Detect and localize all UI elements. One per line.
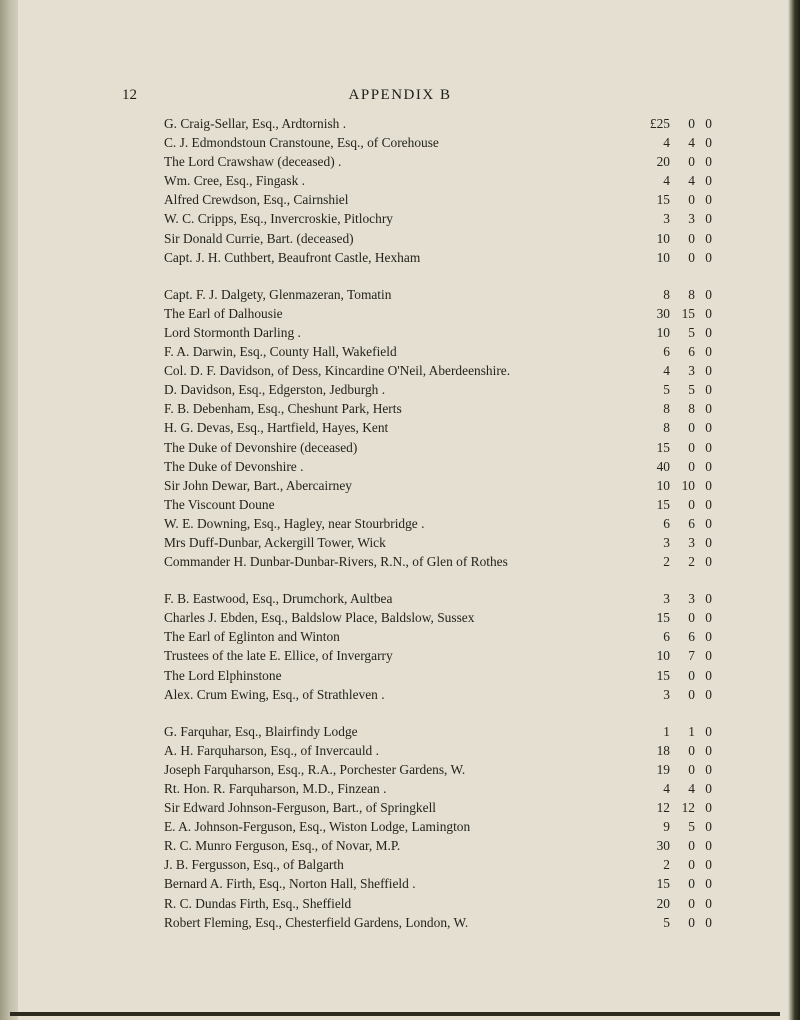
amount-pounds: 19: [656, 761, 670, 777]
amount-shillings: 0: [688, 857, 695, 873]
amount-pence: 0: [705, 401, 712, 417]
amount-shillings: 0: [688, 876, 695, 892]
amount-shillings: 0: [688, 249, 695, 265]
subscriber-row: [164, 495, 712, 514]
amount-pence: 0: [705, 800, 712, 816]
subscriber-name: The Lord Crawshaw (deceased) .: [164, 154, 342, 170]
amount-pounds: 2: [663, 857, 670, 873]
amount-shillings: 0: [688, 761, 695, 777]
amount-pounds: 10: [656, 648, 670, 664]
amount-pounds: 10: [656, 477, 670, 493]
subscriber-row: [164, 476, 712, 495]
amount-shillings: 0: [688, 439, 695, 455]
amount-shillings: 0: [688, 895, 695, 911]
amount-pounds: 3: [663, 211, 670, 227]
subscriber-row: [164, 171, 712, 190]
subscriber-row: [164, 229, 712, 248]
subscriber-row: [164, 342, 712, 361]
amount-pence: 0: [705, 344, 712, 360]
amount-pounds: 15: [656, 610, 670, 626]
amount-pence: 0: [705, 876, 712, 892]
amount-pence: 0: [705, 686, 712, 702]
subscriber-name: Robert Fleming, Esq., Chesterfield Gardens, London, W.: [164, 914, 469, 930]
amount-pence: 0: [705, 515, 712, 531]
subscriber-name: C. J. Edmondstoun Cranstoune, Esq., of Corehouse: [164, 135, 439, 151]
page-header: [0, 87, 800, 109]
subscriber-name: Charles J. Ebden, Esq., Baldslow Place, Baldslow, Sussex: [164, 610, 475, 626]
amount-pence: 0: [705, 458, 712, 474]
subscriber-name: W. E. Downing, Esq., Hagley, near Stourbridge .: [164, 515, 425, 531]
amount-shillings: 3: [688, 591, 695, 607]
amount-pounds: £25: [649, 116, 670, 131]
amount-shillings: 4: [688, 173, 695, 189]
subscriber-group: [164, 722, 712, 932]
amount-pounds: 20: [656, 154, 670, 170]
amount-pounds: 1: [663, 723, 670, 739]
amount-pounds: 15: [656, 496, 670, 512]
amount-pence: 0: [705, 382, 712, 398]
subscriber-row: [164, 114, 712, 133]
subscriber-name: The Duke of Devonshire (deceased): [164, 439, 358, 455]
amount-pence: 0: [705, 629, 712, 645]
subscriber-row: [164, 285, 712, 304]
subscriber-row: [164, 248, 712, 267]
amount-shillings: 3: [688, 534, 695, 550]
amount-shillings: 8: [688, 286, 695, 302]
subscriber-name: F. A. Darwin, Esq., County Hall, Wakefield: [164, 344, 397, 360]
amount-shillings: 3: [688, 211, 695, 227]
amount-pounds: 8: [663, 420, 670, 436]
amount-pence: 0: [705, 761, 712, 777]
amount-pence: 0: [705, 324, 712, 340]
subscriber-row: [164, 418, 712, 437]
amount-shillings: 0: [688, 154, 695, 170]
subscriber-group: [164, 589, 712, 704]
amount-pence: 0: [705, 723, 712, 739]
amount-pence: 0: [705, 477, 712, 493]
amount-pounds: 30: [656, 838, 670, 854]
amount-shillings: 10: [681, 477, 695, 493]
amount-pounds: 15: [656, 439, 670, 455]
subscriber-row: [164, 190, 712, 209]
subscriber-name: E. A. Johnson-Ferguson, Esq., Wiston Lodge, Lamington: [164, 819, 471, 835]
subscriber-row: [164, 894, 712, 913]
amount-pounds: 10: [656, 324, 670, 340]
amount-pounds: 6: [663, 344, 670, 360]
subscriber-name: R. C. Dundas Firth, Esq., Sheffield: [164, 895, 352, 911]
amount-shillings: 5: [688, 819, 695, 835]
subscriber-row: [164, 533, 712, 552]
amount-pence: 0: [705, 135, 712, 151]
amount-shillings: 15: [681, 305, 695, 321]
amount-shillings: 5: [688, 382, 695, 398]
amount-shillings: 0: [688, 686, 695, 702]
subscriber-name: Sir Donald Currie, Bart. (deceased): [164, 230, 354, 246]
amount-pence: 0: [705, 249, 712, 265]
amount-pence: 0: [705, 116, 712, 131]
amount-pounds: 40: [656, 458, 670, 474]
subscriber-row: [164, 399, 712, 418]
subscriber-name: R. C. Munro Ferguson, Esq., of Novar, M.P.: [164, 838, 401, 854]
subscriber-row: [164, 874, 712, 893]
amount-shillings: 0: [688, 742, 695, 758]
subscriber-name: Bernard A. Firth, Esq., Norton Hall, Sheffield .: [164, 876, 416, 892]
amount-pence: 0: [705, 534, 712, 550]
amount-pence: 0: [705, 857, 712, 873]
subscriber-name: G. Craig-Sellar, Esq., Ardtornish .: [164, 116, 347, 131]
amount-pounds: 10: [656, 249, 670, 265]
amount-pounds: 4: [663, 781, 670, 796]
amount-shillings: 0: [688, 192, 695, 208]
page-edge-shadow: [788, 0, 800, 1020]
subscriber-name: Joseph Farquharson, Esq., R.A., Porchester Gardens, W.: [164, 761, 466, 777]
amount-shillings: 0: [688, 458, 695, 474]
subscriber-row: [164, 304, 712, 323]
amount-pounds: 3: [663, 591, 670, 607]
amount-shillings: 0: [688, 116, 695, 131]
amount-pounds: 6: [663, 515, 670, 531]
amount-pounds: 3: [663, 686, 670, 702]
bottom-edge-rule: [10, 1012, 780, 1016]
amount-shillings: 12: [681, 800, 695, 816]
subscriber-row: [164, 552, 712, 571]
amount-shillings: 3: [688, 363, 695, 379]
subscriber-name: The Duke of Devonshire .: [164, 458, 304, 474]
subscriber-group: [164, 285, 712, 571]
amount-pounds: 15: [656, 192, 670, 208]
subscriber-row: [164, 798, 712, 817]
amount-shillings: 0: [688, 914, 695, 930]
amount-pence: 0: [705, 554, 712, 570]
subscriber-name: Rt. Hon. R. Farquharson, M.D., Finzean .: [164, 781, 387, 796]
subscriber-name: Sir John Dewar, Bart., Abercairney: [164, 477, 352, 493]
subscriber-row: [164, 323, 712, 342]
amount-shillings: 0: [688, 610, 695, 626]
amount-pounds: 4: [663, 135, 670, 151]
amount-shillings: 8: [688, 401, 695, 417]
amount-pounds: 8: [663, 401, 670, 417]
subscriber-name: Mrs Duff-Dunbar, Ackergill Tower, Wick: [164, 534, 386, 550]
subscriber-row: [164, 685, 712, 704]
subscriber-name: The Earl of Dalhousie: [164, 305, 283, 321]
subscriber-name: The Viscount Doune: [164, 496, 275, 512]
amount-pounds: 15: [656, 876, 670, 892]
subscriber-row: [164, 457, 712, 476]
subscriber-row: [164, 514, 712, 533]
subscriber-row: [164, 913, 712, 932]
subscriber-row: [164, 646, 712, 665]
amount-pounds: 3: [663, 534, 670, 550]
amount-pence: 0: [705, 667, 712, 683]
subscriber-name: The Earl of Eglinton and Winton: [164, 629, 340, 645]
amount-pence: 0: [705, 895, 712, 911]
subscriber-name: Sir Edward Johnson-Ferguson, Bart., of Springkell: [164, 800, 437, 816]
amount-pence: 0: [705, 192, 712, 208]
subscriber-name: W. C. Cripps, Esq., Invercroskie, Pitlochry: [164, 211, 393, 227]
subscriber-row: [164, 589, 712, 608]
subscriber-name: Alex. Crum Ewing, Esq., of Strathleven .: [164, 686, 385, 702]
subscriber-name: Capt. F. J. Dalgety, Glenmazeran, Tomatin: [164, 286, 392, 302]
amount-pence: 0: [705, 610, 712, 626]
amount-pounds: 20: [656, 895, 670, 911]
subscriber-row: [164, 152, 712, 171]
amount-pence: 0: [705, 591, 712, 607]
amount-pounds: 9: [663, 819, 670, 835]
subscriber-row: [164, 361, 712, 380]
amount-pence: 0: [705, 154, 712, 170]
amount-shillings: 0: [688, 420, 695, 436]
amount-pounds: 18: [656, 742, 670, 758]
amount-pence: 0: [705, 781, 712, 796]
amount-pence: 0: [705, 286, 712, 302]
amount-shillings: 0: [688, 496, 695, 512]
amount-shillings: 7: [688, 648, 695, 664]
amount-shillings: 4: [688, 135, 695, 151]
subscriber-group: [164, 114, 712, 267]
subscriber-row: [164, 741, 712, 760]
subscriber-row: [164, 836, 712, 855]
amount-pence: 0: [705, 420, 712, 436]
subscriber-row: [164, 133, 712, 152]
subscriber-row: [164, 209, 712, 228]
subscriber-row: [164, 760, 712, 779]
subscriber-name: F. B. Debenham, Esq., Cheshunt Park, Herts: [164, 401, 402, 417]
amount-pounds: 8: [663, 286, 670, 302]
amount-pence: 0: [705, 439, 712, 455]
subscriber-row: [164, 438, 712, 457]
amount-pounds: 12: [656, 800, 670, 816]
amount-pence: 0: [705, 211, 712, 227]
amount-shillings: 0: [688, 838, 695, 854]
amount-pounds: 4: [663, 173, 670, 189]
subscriber-row: [164, 817, 712, 836]
subscriber-name: Wm. Cree, Esq., Fingask .: [164, 173, 305, 189]
amount-pence: 0: [705, 819, 712, 835]
amount-pence: 0: [705, 305, 712, 321]
amount-pence: 0: [705, 173, 712, 189]
running-head: APPENDIX B: [348, 87, 452, 103]
amount-shillings: 6: [688, 629, 695, 645]
amount-pounds: 6: [663, 629, 670, 645]
subscriber-name: D. Davidson, Esq., Edgerston, Jedburgh .: [164, 382, 386, 398]
subscriber-row: [164, 380, 712, 399]
subscriber-row: [164, 666, 712, 685]
amount-pounds: 10: [656, 230, 670, 246]
subscriber-name: Alfred Crewdson, Esq., Cairnshiel: [164, 192, 349, 208]
amount-shillings: 0: [688, 667, 695, 683]
subscriber-name: Capt. J. H. Cuthbert, Beaufront Castle, Hexham: [164, 249, 421, 265]
amount-shillings: 1: [688, 723, 695, 739]
page-number: 12: [122, 87, 137, 103]
subscriber-name: The Lord Elphinstone: [164, 667, 282, 683]
amount-shillings: 6: [688, 344, 695, 360]
subscriber-name: J. B. Fergusson, Esq., of Balgarth: [164, 857, 344, 873]
amount-pounds: 5: [663, 914, 670, 930]
subscriber-name: A. H. Farquharson, Esq., of Invercauld .: [164, 742, 379, 758]
amount-pence: 0: [705, 914, 712, 930]
amount-pounds: 4: [663, 363, 670, 379]
subscriber-name: F. B. Eastwood, Esq., Drumchork, Aultbea: [164, 591, 393, 607]
amount-pounds: 2: [663, 554, 670, 570]
amount-shillings: 6: [688, 515, 695, 531]
subscriber-name: Trustees of the late E. Ellice, of Invergarry: [164, 648, 393, 664]
amount-pence: 0: [705, 838, 712, 854]
amount-pence: 0: [705, 648, 712, 664]
subscriber-row: [164, 722, 712, 741]
subscriber-row: [164, 779, 712, 798]
subscriber-row: [164, 627, 712, 646]
subscriber-row: [164, 608, 712, 627]
subscriber-name: Commander H. Dunbar-Dunbar-Rivers, R.N., of Glen of Rothes: [164, 554, 508, 570]
subscriber-name: Lord Stormonth Darling .: [164, 324, 301, 340]
amount-pounds: 30: [656, 305, 670, 321]
amount-shillings: 0: [688, 230, 695, 246]
subscriber-name: H. G. Devas, Esq., Hartfield, Hayes, Kent: [164, 420, 389, 436]
amount-pence: 0: [705, 742, 712, 758]
amount-pounds: 15: [656, 667, 670, 683]
amount-shillings: 2: [688, 554, 695, 570]
amount-pence: 0: [705, 363, 712, 379]
amount-pence: 0: [705, 230, 712, 246]
amount-shillings: 4: [688, 781, 695, 796]
amount-pence: 0: [705, 496, 712, 512]
subscriber-list: [164, 114, 712, 950]
subscriber-name: G. Farquhar, Esq., Blairfindy Lodge: [164, 723, 358, 739]
subscriber-row: [164, 855, 712, 874]
amount-shillings: 5: [688, 324, 695, 340]
subscriber-name: Col. D. F. Davidson, of Dess, Kincardine O'Neil, Aberdeenshire.: [164, 363, 511, 379]
amount-pounds: 5: [663, 382, 670, 398]
